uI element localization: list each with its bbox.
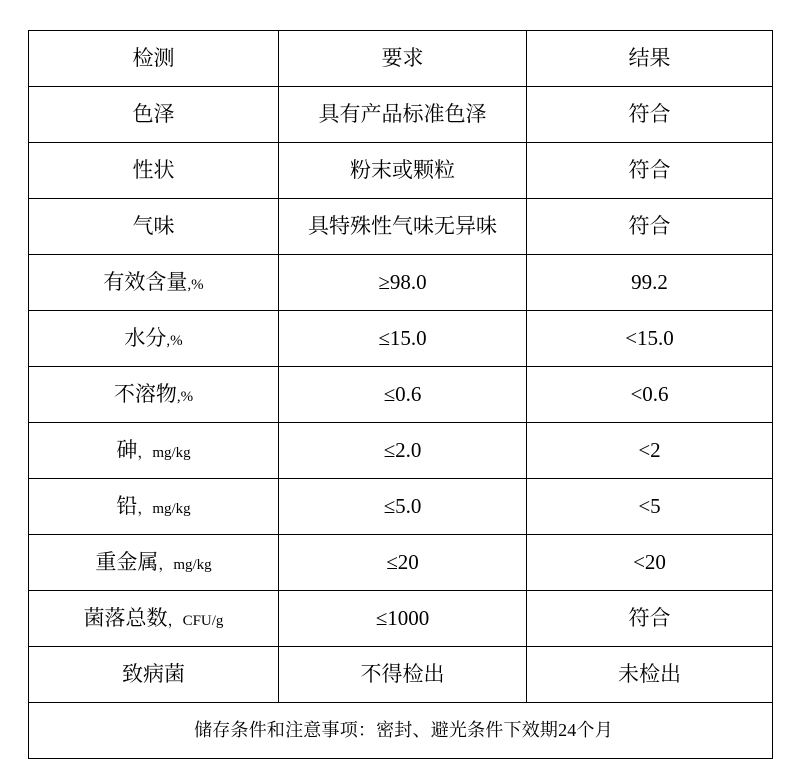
cell-item-name: 砷 [116,437,138,462]
cell-item [29,87,279,143]
storage-note-text: 储存条件和注意事项：密封、避光条件下效期24个月 [194,719,613,740]
table-row [29,143,773,199]
cell-item [29,199,279,255]
cell-result: 99.2 [527,255,773,311]
cell-item-unit: ，CFU/g [167,612,224,629]
cell-item [29,255,279,311]
table-row [29,479,773,535]
cell-item-name: 铅 [116,493,138,518]
cell-item-name: 气味 [132,213,175,238]
cell-requirement: ≤0.6 [279,367,527,423]
cell-result: <20 [527,535,773,591]
column-header-result: 结果 [527,31,773,87]
cell-requirement: 不得检出 [279,647,527,703]
cell-item [29,647,279,703]
cell-requirement: ≤5.0 [279,479,527,535]
table-row [29,87,773,143]
cell-requirement: ≤2.0 [279,423,527,479]
cell-result: 符合 [527,87,773,143]
cell-item [29,311,279,367]
cell-requirement: 粉末或颗粒 [279,143,527,199]
specification-table [28,30,773,759]
cell-item-name: 色泽 [132,101,175,126]
cell-item-unit: ，mg/kg [137,500,191,517]
cell-result: 符合 [527,143,773,199]
table-row [29,367,773,423]
cell-result: <0.6 [527,367,773,423]
spec-table-container [28,30,772,759]
cell-requirement: ≤15.0 [279,311,527,367]
cell-requirement: ≤20 [279,535,527,591]
cell-item-unit: ,% [187,276,204,293]
cell-item-name: 重金属 [95,549,159,574]
cell-item [29,143,279,199]
cell-item-name: 不溶物 [113,381,177,406]
column-header-requirement: 要求 [279,31,527,87]
cell-result: 符合 [527,199,773,255]
table-header-row [29,31,773,87]
cell-item [29,591,279,647]
cell-item [29,479,279,535]
cell-requirement: 具特殊性气味无异味 [279,199,527,255]
cell-requirement: 具有产品标准色泽 [279,87,527,143]
table-row [29,647,773,703]
cell-item-name: 菌落总数 [83,605,168,630]
cell-item [29,423,279,479]
cell-item [29,535,279,591]
cell-requirement: ≤1000 [279,591,527,647]
column-header-item: 检测 [29,31,279,87]
table-note-row [29,703,773,759]
cell-item-name: 水分 [124,325,167,350]
cell-result: <5 [527,479,773,535]
table-row [29,311,773,367]
table-row [29,591,773,647]
cell-result: 符合 [527,591,773,647]
cell-result: <15.0 [527,311,773,367]
cell-result: 未检出 [527,647,773,703]
cell-item-unit: ,% [176,388,194,405]
cell-item [29,367,279,423]
table-row [29,255,773,311]
cell-item-unit: ,% [166,332,183,349]
cell-item-name: 致病菌 [122,661,185,686]
cell-item-name: 有效含量 [103,269,188,294]
cell-item-unit: ，mg/kg [137,444,191,461]
table-row [29,535,773,591]
cell-item-unit: ，mg/kg [158,556,212,573]
storage-note-cell [29,703,773,759]
table-row [29,423,773,479]
cell-requirement: ≥98.0 [279,255,527,311]
cell-item-name: 性状 [132,157,175,182]
table-row [29,199,773,255]
cell-result: <2 [527,423,773,479]
